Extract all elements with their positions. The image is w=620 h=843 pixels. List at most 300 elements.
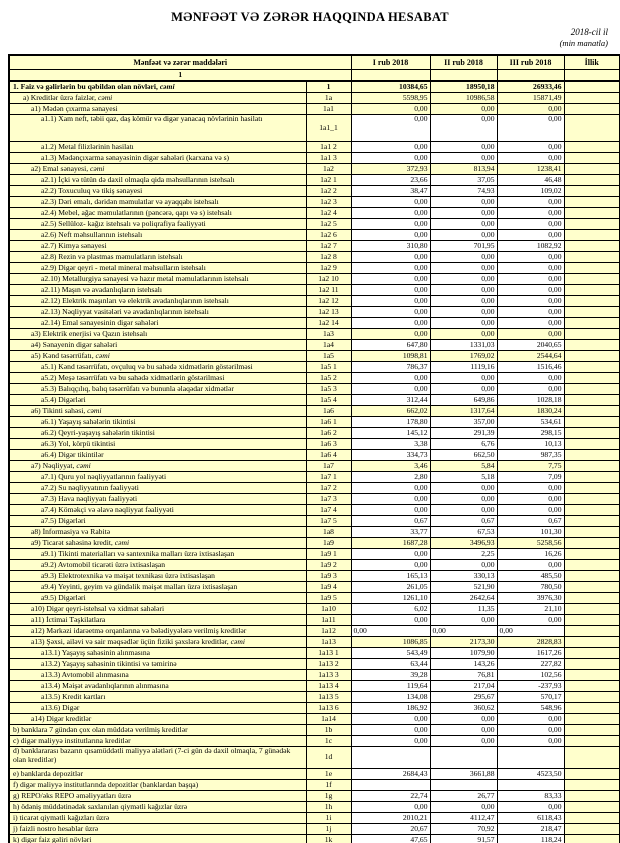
table-row [9, 329, 620, 340]
item-code: 1a13 2 [306, 659, 351, 670]
item-code: 1d [306, 747, 351, 769]
item-label: a9.4) Yeyinti, geyim və gündəlik məişət malları üzrə ixtisaslaşan [9, 582, 306, 593]
value-q1: 119,64 [351, 681, 430, 692]
value-q2: 0,00 [430, 307, 497, 318]
item-label: a2.7) Kimya sənayesi [9, 241, 306, 252]
subheader-pad [351, 70, 430, 82]
value-annual [564, 571, 620, 582]
value-annual [564, 208, 620, 219]
subheader-number: 1 [9, 70, 351, 82]
item-label: a13.4) Məişət avadanlıqlarının alınmasına [9, 681, 306, 692]
value-annual [564, 318, 620, 329]
value-annual [564, 791, 620, 802]
table-row [9, 593, 620, 604]
column-header-q3: III rub 2018 [497, 55, 564, 70]
table-row [9, 340, 620, 351]
value-annual [564, 351, 620, 362]
value-annual [564, 582, 620, 593]
value-q2: 0,00 [430, 197, 497, 208]
value-annual [564, 450, 620, 461]
value-q3: 0,00 [497, 318, 564, 329]
value-annual [564, 483, 620, 494]
item-code: 1a12 [306, 626, 351, 637]
item-label: a1.1) Xam neft, təbii qaz, daş kömür və digər yanacaq növlərinin hasilatı [9, 115, 306, 142]
item-label: a12) Mərkəzi idarəetmə orqanlarına və bələdiyyələrə verilmiş kreditlər [9, 626, 306, 637]
item-label: a2.11) Maşın və avadanlıqların istehsalı [9, 285, 306, 296]
value-q3: 298,15 [497, 428, 564, 439]
value-q1: 0,00 [351, 252, 430, 263]
value-q3: 1238,41 [497, 164, 564, 175]
value-q2: 0,00 [430, 274, 497, 285]
item-code: 1a1 [306, 104, 351, 115]
value-q2: 295,67 [430, 692, 497, 703]
value-q1: 0,00 [351, 736, 430, 747]
value-q3: 0,00 [497, 725, 564, 736]
table-row [9, 318, 620, 329]
value-q3: 26933,46 [497, 81, 564, 93]
item-label: a3) Elektrik enerjisi və Qazın istehsalı [9, 329, 306, 340]
value-q3: 109,02 [497, 186, 564, 197]
value-annual [564, 263, 620, 274]
item-label: a1) Mədən çıxarma sənayesi [9, 104, 306, 115]
value-q1: 0,00 [351, 615, 430, 626]
table-row [9, 483, 620, 494]
value-q2: 0,00 [430, 153, 497, 164]
value-q2: 0,00 [430, 219, 497, 230]
value-q3: 0,00 [497, 252, 564, 263]
table-row [9, 307, 620, 318]
table-row [9, 802, 620, 813]
item-label: g) REPO/əks REPO əməliyyatları üzrə [9, 791, 306, 802]
value-q3: 1516,46 [497, 362, 564, 373]
value-q3: 0,00 [497, 142, 564, 153]
value-q3: 0,00 [497, 208, 564, 219]
value-q3: 4523,50 [497, 769, 564, 780]
item-code: 1a7 3 [306, 494, 351, 505]
value-q2: 37,05 [430, 175, 497, 186]
value-q2: 0,00 [430, 494, 497, 505]
item-code: 1a11 [306, 615, 351, 626]
value-q1: 0,00 [351, 549, 430, 560]
table-row [9, 659, 620, 670]
value-annual [564, 104, 620, 115]
table-row [9, 417, 620, 428]
value-annual [564, 241, 620, 252]
value-q1: 261,05 [351, 582, 430, 593]
value-q3: 0,00 [497, 274, 564, 285]
value-q2: 1119,16 [430, 362, 497, 373]
value-q3: 0,67 [497, 516, 564, 527]
item-code: 1a9 5 [306, 593, 351, 604]
value-q2: 5,18 [430, 472, 497, 483]
value-q2: 0,00 [430, 802, 497, 813]
value-annual [564, 175, 620, 186]
value-q3: 0,00 [497, 153, 564, 164]
value-annual [564, 362, 620, 373]
value-q2: 0,67 [430, 516, 497, 527]
item-code: 1a13 4 [306, 681, 351, 692]
item-code: 1a14 [306, 714, 351, 725]
item-label: a13.2) Yaşayış sahəsinin tikintisi və təmirinə [9, 659, 306, 670]
value-q3: 780,50 [497, 582, 564, 593]
table-row [9, 428, 620, 439]
item-label: k) digər faiz gəliri növləri [9, 835, 306, 843]
item-label: a9.2) Avtomobil ticarəti üzrə ixtisaslaşan [9, 560, 306, 571]
value-q3: 1617,26 [497, 648, 564, 659]
value-q2: 0,00 [430, 626, 497, 637]
table-row [9, 296, 620, 307]
item-code: 1a7 1 [306, 472, 351, 483]
item-label: a6.4) Digər tikintilər [9, 450, 306, 461]
value-q1: 2684,43 [351, 769, 430, 780]
value-q3: 10,13 [497, 439, 564, 450]
item-code: 1a3 [306, 329, 351, 340]
value-q1: 63,44 [351, 659, 430, 670]
column-header-items: Mənfəət və zərər maddələri [9, 55, 351, 70]
value-q1: 0,00 [351, 219, 430, 230]
value-q2: 74,93 [430, 186, 497, 197]
value-q1: 0,00 [351, 208, 430, 219]
table-row [9, 142, 620, 153]
item-label: j) faizli nostro hesablar üzrə [9, 824, 306, 835]
value-q1: 0,00 [351, 384, 430, 395]
value-q2: 2173,30 [430, 637, 497, 648]
item-code: 1b [306, 725, 351, 736]
value-q1: 47,65 [351, 835, 430, 843]
value-q3: 0,00 [497, 307, 564, 318]
item-label: a14) Digər kreditlər [9, 714, 306, 725]
column-header-q1: I rub 2018 [351, 55, 430, 70]
table-row [9, 252, 620, 263]
table-row [9, 692, 620, 703]
item-label: h) ödəniş müddətinədək saxlanılan qiymətli kağızlar üzrə [9, 802, 306, 813]
value-q2: 1079,90 [430, 648, 497, 659]
value-q3: 0,00 [497, 373, 564, 384]
value-annual [564, 835, 620, 843]
value-q1: 310,80 [351, 241, 430, 252]
value-q3: 118,24 [497, 835, 564, 843]
value-annual [564, 505, 620, 516]
item-code: 1a2 5 [306, 219, 351, 230]
value-q1: 0,00 [351, 560, 430, 571]
item-label: a6.1) Yaşayış sahələrin tikintisi [9, 417, 306, 428]
item-code: 1a6 2 [306, 428, 351, 439]
value-q2: 0,00 [430, 252, 497, 263]
item-code: 1a1_1 [306, 115, 351, 142]
value-q3: 101,30 [497, 527, 564, 538]
value-q1: 0,00 [351, 714, 430, 725]
item-code: 1a [306, 93, 351, 104]
item-label: a5.4) Digərləri [9, 395, 306, 406]
value-q2: 0,00 [430, 104, 497, 115]
value-q1: 10384,65 [351, 81, 430, 93]
item-label: a5) Kənd təsərrüfatı, cəmi [9, 351, 306, 362]
value-q3: 2544,64 [497, 351, 564, 362]
item-label: a2.4) Mebel, ağac məmulatlarının (pəncərə, qapı və s) istehsalı [9, 208, 306, 219]
item-label: a2.2) Toxuculuq və tikiş sənayesi [9, 186, 306, 197]
column-header-q2: II rub 2018 [430, 55, 497, 70]
value-q3: 3976,30 [497, 593, 564, 604]
value-q2: 701,95 [430, 241, 497, 252]
value-annual [564, 714, 620, 725]
table-row [9, 362, 620, 373]
item-code: 1a13 5 [306, 692, 351, 703]
subheader-row [9, 70, 620, 82]
table-row [9, 615, 620, 626]
value-q1: 0,00 [351, 153, 430, 164]
value-annual [564, 670, 620, 681]
item-code: 1a7 2 [306, 483, 351, 494]
value-q3: 570,17 [497, 692, 564, 703]
value-q1: 0,00 [351, 307, 430, 318]
item-label: a9.3) Elektrotexnika və məişət texnikası üzrə ixtisaslaşan [9, 571, 306, 582]
item-label: a2.1) İçki və tütün də daxil olmaqla qida məhsullarının istehsalı [9, 175, 306, 186]
value-q1: 3,38 [351, 439, 430, 450]
value-annual [564, 373, 620, 384]
item-code: 1j [306, 824, 351, 835]
value-q1: 0,00 [351, 802, 430, 813]
item-code: 1a6 3 [306, 439, 351, 450]
value-q1 [351, 747, 430, 769]
item-label: a2.12) Elektrik maşınları və elektrik avadanlıqlarının istehsalı [9, 296, 306, 307]
item-code: 1a2 13 [306, 307, 351, 318]
value-q1: 1261,10 [351, 593, 430, 604]
value-q2: 0,00 [430, 230, 497, 241]
header-row [9, 55, 620, 70]
value-q1: 0,00 [351, 230, 430, 241]
item-label: a13.6) Digər [9, 703, 306, 714]
value-q1: 39,28 [351, 670, 430, 681]
table-row [9, 747, 620, 769]
item-label: a1.3) Mədənçıxarma sənayəsinin digər sahələri (karxana və s) [9, 153, 306, 164]
value-annual [564, 417, 620, 428]
value-q3: 0,00 [497, 560, 564, 571]
subheader-pad [564, 70, 620, 82]
value-q3: 102,56 [497, 670, 564, 681]
value-q2: 0,00 [430, 714, 497, 725]
value-q1: 0,67 [351, 516, 430, 527]
value-annual [564, 538, 620, 549]
item-label: a2.8) Rezin və plastmas məmulatların istehsalı [9, 252, 306, 263]
table-row [9, 560, 620, 571]
value-q1: 23,66 [351, 175, 430, 186]
item-code: 1a6 [306, 406, 351, 417]
item-label: a6) Tikinti sahəsi, cəmi [9, 406, 306, 417]
value-q3: 0,00 [497, 296, 564, 307]
profit-loss-table [8, 54, 620, 843]
value-annual [564, 153, 620, 164]
value-annual [564, 230, 620, 241]
value-q3: 0,00 [497, 494, 564, 505]
value-q3: 987,35 [497, 450, 564, 461]
value-q1: 0,00 [351, 197, 430, 208]
unit-note: (min manatla) [559, 38, 608, 48]
value-annual [564, 81, 620, 93]
table-row [9, 736, 620, 747]
item-label: a9.1) Tikinti materialları və santexnika malları üzrə ixtisaslaşan [9, 549, 306, 560]
item-code: 1a2 14 [306, 318, 351, 329]
value-annual [564, 395, 620, 406]
value-q3: 0,00 [497, 626, 564, 637]
value-q1: 0,00 [351, 296, 430, 307]
table-row [9, 791, 620, 802]
table-row [9, 637, 620, 648]
value-q3: 227,82 [497, 659, 564, 670]
value-annual [564, 186, 620, 197]
value-q2: 1331,03 [430, 340, 497, 351]
value-annual [564, 329, 620, 340]
value-q2: 0,00 [430, 560, 497, 571]
item-label: a9.5) Digərləri [9, 593, 306, 604]
table-row [9, 703, 620, 714]
item-code: 1a13 3 [306, 670, 351, 681]
subheader-pad [430, 70, 497, 82]
value-q3: -237,93 [497, 681, 564, 692]
value-q1: 312,44 [351, 395, 430, 406]
value-q2: 0,00 [430, 384, 497, 395]
value-q3: 7,09 [497, 472, 564, 483]
value-q1: 0,00 [351, 505, 430, 516]
item-code: 1a9 2 [306, 560, 351, 571]
item-label: a8) İnformasiya və Rabitə [9, 527, 306, 538]
item-label: a7) Nəqliyyat, cəmi [9, 461, 306, 472]
value-q1: 334,73 [351, 450, 430, 461]
item-code: 1a2 6 [306, 230, 351, 241]
value-annual [564, 340, 620, 351]
value-q2: 3661,88 [430, 769, 497, 780]
value-q1: 1086,85 [351, 637, 430, 648]
value-q3: 0,00 [497, 615, 564, 626]
value-annual [564, 736, 620, 747]
table-row [9, 186, 620, 197]
item-label: b) banklara 7 gündən çox olan müddətə verilmiş kreditlər [9, 725, 306, 736]
item-code: 1a2 12 [306, 296, 351, 307]
value-annual [564, 659, 620, 670]
value-q1: 2,80 [351, 472, 430, 483]
item-label: a2.3) Dəri emalı, dəridən məmulatlar və ayaqqabı istehsalı [9, 197, 306, 208]
value-q2: 0,00 [430, 483, 497, 494]
table-row [9, 582, 620, 593]
value-q2: 357,00 [430, 417, 497, 428]
value-annual [564, 648, 620, 659]
value-q1: 0,00 [351, 318, 430, 329]
value-annual [564, 637, 620, 648]
value-q1: 0,00 [351, 725, 430, 736]
item-code: 1a5 4 [306, 395, 351, 406]
value-annual [564, 780, 620, 791]
value-q1: 0,00 [351, 626, 430, 637]
value-annual [564, 813, 620, 824]
value-annual [564, 439, 620, 450]
value-q2: 18950,18 [430, 81, 497, 93]
value-annual [564, 115, 620, 142]
item-label: a11) İctimai Təşkilatlara [9, 615, 306, 626]
item-code: 1a7 5 [306, 516, 351, 527]
column-header-annual: İllik [564, 55, 620, 70]
item-code: 1a2 4 [306, 208, 351, 219]
value-q2: 1317,64 [430, 406, 497, 417]
value-q3: 0,00 [497, 802, 564, 813]
value-q3: 485,50 [497, 571, 564, 582]
item-code: 1a10 [306, 604, 351, 615]
value-q1: 134,08 [351, 692, 430, 703]
value-q2: 76,81 [430, 670, 497, 681]
value-annual [564, 406, 620, 417]
table-row [9, 93, 620, 104]
value-q3 [497, 780, 564, 791]
value-q2: 2,25 [430, 549, 497, 560]
item-code: 1a5 1 [306, 362, 351, 373]
value-q1: 20,67 [351, 824, 430, 835]
table-row [9, 81, 620, 93]
value-q1: 0,00 [351, 274, 430, 285]
table-row [9, 813, 620, 824]
value-q2: 649,86 [430, 395, 497, 406]
item-label: a7.2) Su nəqliyyatının fəaliyyəti [9, 483, 306, 494]
value-q2: 0,00 [430, 115, 497, 142]
item-label: i) ticarət qiymətli kağızları üzrə [9, 813, 306, 824]
value-q2: 0,00 [430, 615, 497, 626]
item-code: 1a9 [306, 538, 351, 549]
value-q1: 3,46 [351, 461, 430, 472]
value-q1: 165,13 [351, 571, 430, 582]
value-q2: 0,00 [430, 736, 497, 747]
page-title: MƏNFƏƏT VƏ ZƏRƏR HAQQINDA HESABAT [171, 10, 449, 24]
value-q2: 0,00 [430, 373, 497, 384]
value-q1: 6,02 [351, 604, 430, 615]
value-q2: 0,00 [430, 318, 497, 329]
value-q2: 0,00 [430, 296, 497, 307]
item-label: a7.5) Digərləri [9, 516, 306, 527]
value-q2: 0,00 [430, 285, 497, 296]
table-row [9, 769, 620, 780]
value-q2: 662,50 [430, 450, 497, 461]
value-q2: 291,39 [430, 428, 497, 439]
value-annual [564, 296, 620, 307]
value-q2: 0,00 [430, 263, 497, 274]
value-q1: 372,93 [351, 164, 430, 175]
item-label: f) digər maliyyə institutlarında depozitlər (banklardan başqa) [9, 780, 306, 791]
table-row [9, 681, 620, 692]
table-row [9, 648, 620, 659]
value-q3: 0,00 [497, 219, 564, 230]
value-annual [564, 769, 620, 780]
item-label: a5.1) Kənd təsərrüfatı, ovçuluq və bu sahədə xidmətlərin göstərilməsi [9, 362, 306, 373]
item-label: a13.3) Avtomobil alınmasına [9, 670, 306, 681]
value-q2: 0,00 [430, 208, 497, 219]
value-q3: 1028,18 [497, 395, 564, 406]
item-label: a2.10) Metallurgiya sənayesi və hazır metal məmulatlarının istehsalı [9, 274, 306, 285]
item-label: a13.1) Yaşayış sahəsinin alınmasına [9, 648, 306, 659]
value-q1: 38,47 [351, 186, 430, 197]
table-row [9, 571, 620, 582]
value-annual [564, 681, 620, 692]
value-q2: 521,90 [430, 582, 497, 593]
value-q2: 11,35 [430, 604, 497, 615]
item-label: a10) Digər qeyri-istehsal və xidmət sahələri [9, 604, 306, 615]
item-code: 1a7 4 [306, 505, 351, 516]
value-q1: 0,00 [351, 373, 430, 384]
item-code: 1a6 4 [306, 450, 351, 461]
value-q3: 0,00 [497, 263, 564, 274]
value-q1: 0,00 [351, 142, 430, 153]
value-q3: 0,00 [497, 115, 564, 142]
value-q3: 0,00 [497, 285, 564, 296]
value-annual [564, 285, 620, 296]
table-row [9, 115, 620, 142]
item-code: 1a2 [306, 164, 351, 175]
value-q2: 0,00 [430, 505, 497, 516]
